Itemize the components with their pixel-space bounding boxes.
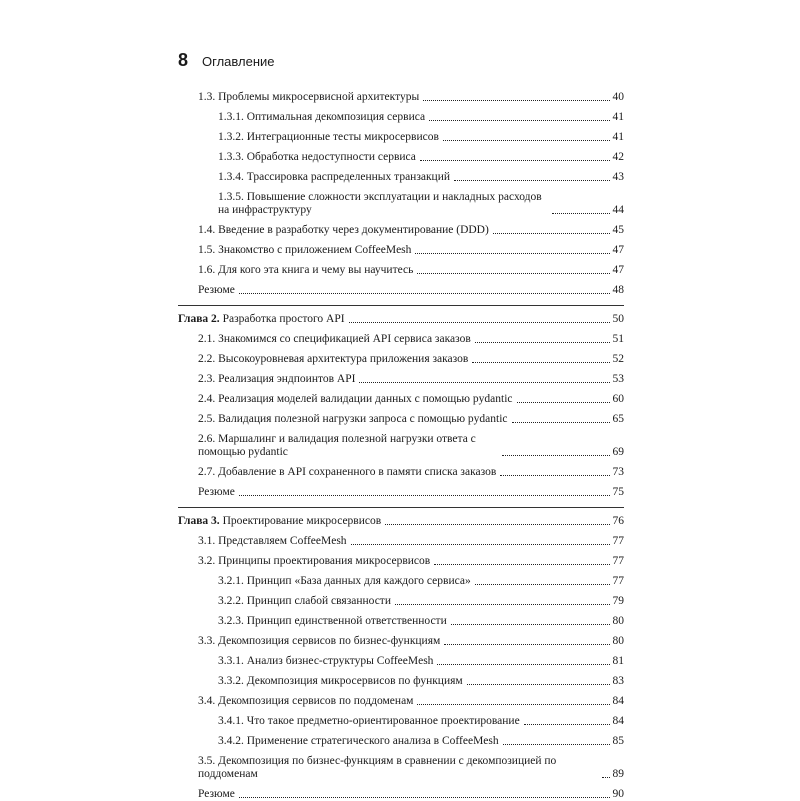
dot-leader (239, 293, 610, 294)
toc-entry[interactable] (178, 479, 624, 499)
toc-entry[interactable] (178, 459, 624, 479)
dot-leader (349, 322, 610, 323)
toc-entry-title: 2.2. Высокоуровневая архитектура приложения заказов (198, 353, 469, 365)
toc-entry-title: 3.5. Декомпозиция по бизнес-функциям в сравнении с декомпозицией по поддоменам (198, 755, 557, 780)
dot-leader (239, 797, 610, 798)
dot-leader (351, 544, 610, 545)
toc-page-number: 40 (612, 91, 624, 103)
toc-entry[interactable] (178, 748, 624, 781)
dot-leader (420, 160, 610, 161)
toc-section (178, 305, 624, 499)
page-number: 8 (178, 50, 189, 70)
dot-leader (423, 100, 609, 101)
toc-entry-title: 3.2.3. Принцип единственной ответственности (218, 615, 447, 627)
toc-entry-title: 2.7. Добавление в API сохраненного в памяти списка заказов (198, 466, 497, 478)
toc-entry-title: 1.4. Введение в разработку через документирование (DDD) (198, 224, 489, 236)
dot-leader (524, 724, 610, 725)
toc-entry[interactable] (178, 628, 624, 648)
toc-entry[interactable] (178, 237, 624, 257)
dot-leader (417, 273, 609, 274)
toc-entry-title: 1.3. Проблемы микросервисной архитектуры (198, 91, 420, 103)
toc-entry[interactable] (178, 568, 624, 588)
toc-entry-title: 3.4.2. Применение стратегического анализа в CoffeeMesh (218, 735, 499, 747)
toc-entry[interactable] (178, 184, 624, 217)
dot-leader (517, 402, 610, 403)
toc-page-number: 43 (612, 171, 624, 183)
toc-page-number: 65 (612, 413, 624, 425)
page-header (178, 50, 275, 71)
toc-entry[interactable] (178, 728, 624, 748)
toc-entry[interactable] (178, 426, 624, 459)
toc-entry[interactable] (178, 277, 624, 297)
dot-leader (475, 584, 610, 585)
dot-leader (415, 253, 609, 254)
toc-entry[interactable] (178, 528, 624, 548)
dot-leader (434, 564, 609, 565)
toc-entry[interactable] (178, 164, 624, 184)
toc-entry-title: 1.3.1. Оптимальная декомпозиция сервиса (218, 111, 426, 123)
toc-page-number: 75 (612, 486, 624, 498)
toc-page-number: 76 (612, 515, 624, 527)
toc-entry-title: 2.1. Знакомимся со спецификацией API сервиса заказов (198, 333, 471, 345)
toc-entry[interactable] (178, 608, 624, 628)
toc-entry[interactable] (178, 668, 624, 688)
toc-page-number: 48 (612, 284, 624, 296)
dot-leader (502, 455, 610, 456)
dot-leader (475, 342, 610, 343)
toc-entry-title: 2.4. Реализация моделей валидации данных с помощью pydantic (198, 393, 513, 405)
toc-entry[interactable] (178, 386, 624, 406)
dot-leader (602, 777, 610, 778)
dot-leader (454, 180, 609, 181)
toc-page-number: 77 (612, 535, 624, 547)
dot-leader (500, 475, 609, 476)
dot-leader (512, 422, 610, 423)
dot-leader (444, 644, 609, 645)
toc-page-number: 84 (612, 715, 624, 727)
dot-leader (429, 120, 609, 121)
toc-entry[interactable] (178, 104, 624, 124)
toc-entry-title: Резюме (198, 486, 235, 498)
toc-entry[interactable] (178, 648, 624, 668)
chapter-title: Разработка простого API (222, 313, 345, 325)
dot-leader (451, 624, 610, 625)
toc-entry[interactable] (178, 257, 624, 277)
toc-entry[interactable] (178, 346, 624, 366)
toc-entry-title: 3.2.2. Принцип слабой связанности (218, 595, 391, 607)
chapter-label: Глава 3. (178, 515, 220, 527)
toc-entry-title: 2.6. Маршалинг и валидация полезной нагрузки ответа с помощью pydantic (198, 433, 476, 458)
toc-entry[interactable] (178, 406, 624, 426)
toc-chapter-entry[interactable] (178, 306, 624, 326)
toc-page-number: 77 (612, 575, 624, 587)
toc-page-number: 60 (612, 393, 624, 405)
toc-entry[interactable] (178, 688, 624, 708)
toc-entry-title: 1.3.3. Обработка недоступности сервиса (218, 151, 416, 163)
toc-entry-title (178, 313, 345, 326)
toc-page-number: 51 (612, 333, 624, 345)
dot-leader (552, 213, 610, 214)
toc-page-number: 84 (612, 695, 624, 707)
toc-page-number: 47 (612, 264, 624, 276)
toc-section (178, 507, 624, 801)
toc-entry[interactable] (178, 84, 624, 104)
toc-entry-title (178, 515, 381, 528)
toc-page-number: 41 (612, 131, 624, 143)
toc-page-number: 50 (612, 313, 624, 325)
toc-entry-title: 3.1. Представляем CoffeeMesh (198, 535, 347, 547)
toc-page-number: 85 (612, 735, 624, 747)
toc-page-number: 73 (612, 466, 624, 478)
toc-entry-title: 3.2.1. Принцип «База данных для каждого сервиса» (218, 575, 471, 587)
toc-entry-title: Резюме (198, 284, 235, 296)
toc-entry-title: 1.3.4. Трассировка распределенных транзакций (218, 171, 451, 183)
toc-page-number: 80 (612, 635, 624, 647)
toc-entry-title: 1.6. Для кого эта книга и чему вы научитесь (198, 264, 414, 276)
dot-leader (359, 382, 609, 383)
toc-page-number: 89 (612, 768, 624, 780)
toc-entry-title: 3.4. Декомпозиция сервисов по поддоменам (198, 695, 414, 707)
toc-page-number: 53 (612, 373, 624, 385)
toc-entry-title: 3.3.2. Декомпозиция микросервисов по функциям (218, 675, 463, 687)
dot-leader (395, 604, 610, 605)
dot-leader (239, 495, 610, 496)
toc-entry[interactable] (178, 781, 624, 801)
chapter-title: Проектирование микросервисов (222, 515, 382, 527)
toc-page-number: 90 (612, 788, 624, 800)
toc-entry[interactable] (178, 217, 624, 237)
toc-page-number: 42 (612, 151, 624, 163)
toc-page-number: 44 (612, 204, 624, 216)
toc-page-number: 80 (612, 615, 624, 627)
toc-page-number: 52 (612, 353, 624, 365)
toc-entry-title: 3.2. Принципы проектирования микросервисов (198, 555, 431, 567)
toc-entry-title: 3.3.1. Анализ бизнес-структуры CoffeeMesh (218, 655, 434, 667)
dot-leader (443, 140, 610, 141)
toc-page-number: 81 (612, 655, 624, 667)
toc-entry-title: 3.3. Декомпозиция сервисов по бизнес-функциям (198, 635, 441, 647)
dot-leader (503, 744, 610, 745)
running-title: Оглавление (202, 54, 275, 69)
toc-chapter-entry[interactable] (178, 508, 624, 528)
toc-entry[interactable] (178, 326, 624, 346)
dot-leader (437, 664, 609, 665)
dot-leader (493, 233, 610, 234)
toc-page-number: 77 (612, 555, 624, 567)
toc-entry-title: 2.5. Валидация полезной нагрузки запроса с помощью pydantic (198, 413, 508, 425)
toc-page-number: 79 (612, 595, 624, 607)
dot-leader (417, 704, 609, 705)
dot-leader (385, 524, 609, 525)
toc-entry[interactable] (178, 548, 624, 568)
toc-entry[interactable] (178, 144, 624, 164)
dot-leader (467, 684, 610, 685)
toc-entry-title: 1.3.2. Интеграционные тесты микросервисов (218, 131, 439, 143)
table-of-contents (178, 84, 624, 801)
toc-page-number: 83 (612, 675, 624, 687)
toc-entry-title: 2.3. Реализация эндпоинтов API (198, 373, 356, 385)
toc-entry-title: 1.5. Знакомство с приложением CoffeeMesh (198, 244, 412, 256)
toc-entry-title: Резюме (198, 788, 235, 800)
toc-entry-title: 3.4.1. Что такое предметно-ориентированное проектирование (218, 715, 520, 727)
toc-page-number: 69 (612, 446, 624, 458)
toc-page-number: 41 (612, 111, 624, 123)
toc-entry[interactable] (178, 366, 624, 386)
toc-page-number: 45 (612, 224, 624, 236)
toc-page-number: 47 (612, 244, 624, 256)
toc-entry[interactable] (178, 124, 624, 144)
toc-entry[interactable] (178, 708, 624, 728)
toc-entry-title: 1.3.5. Повышение сложности эксплуатации и накладных расходов на инфраструктуру (218, 191, 542, 216)
chapter-label: Глава 2. (178, 313, 220, 325)
dot-leader (472, 362, 609, 363)
toc-section (178, 84, 624, 297)
toc-entry[interactable] (178, 588, 624, 608)
